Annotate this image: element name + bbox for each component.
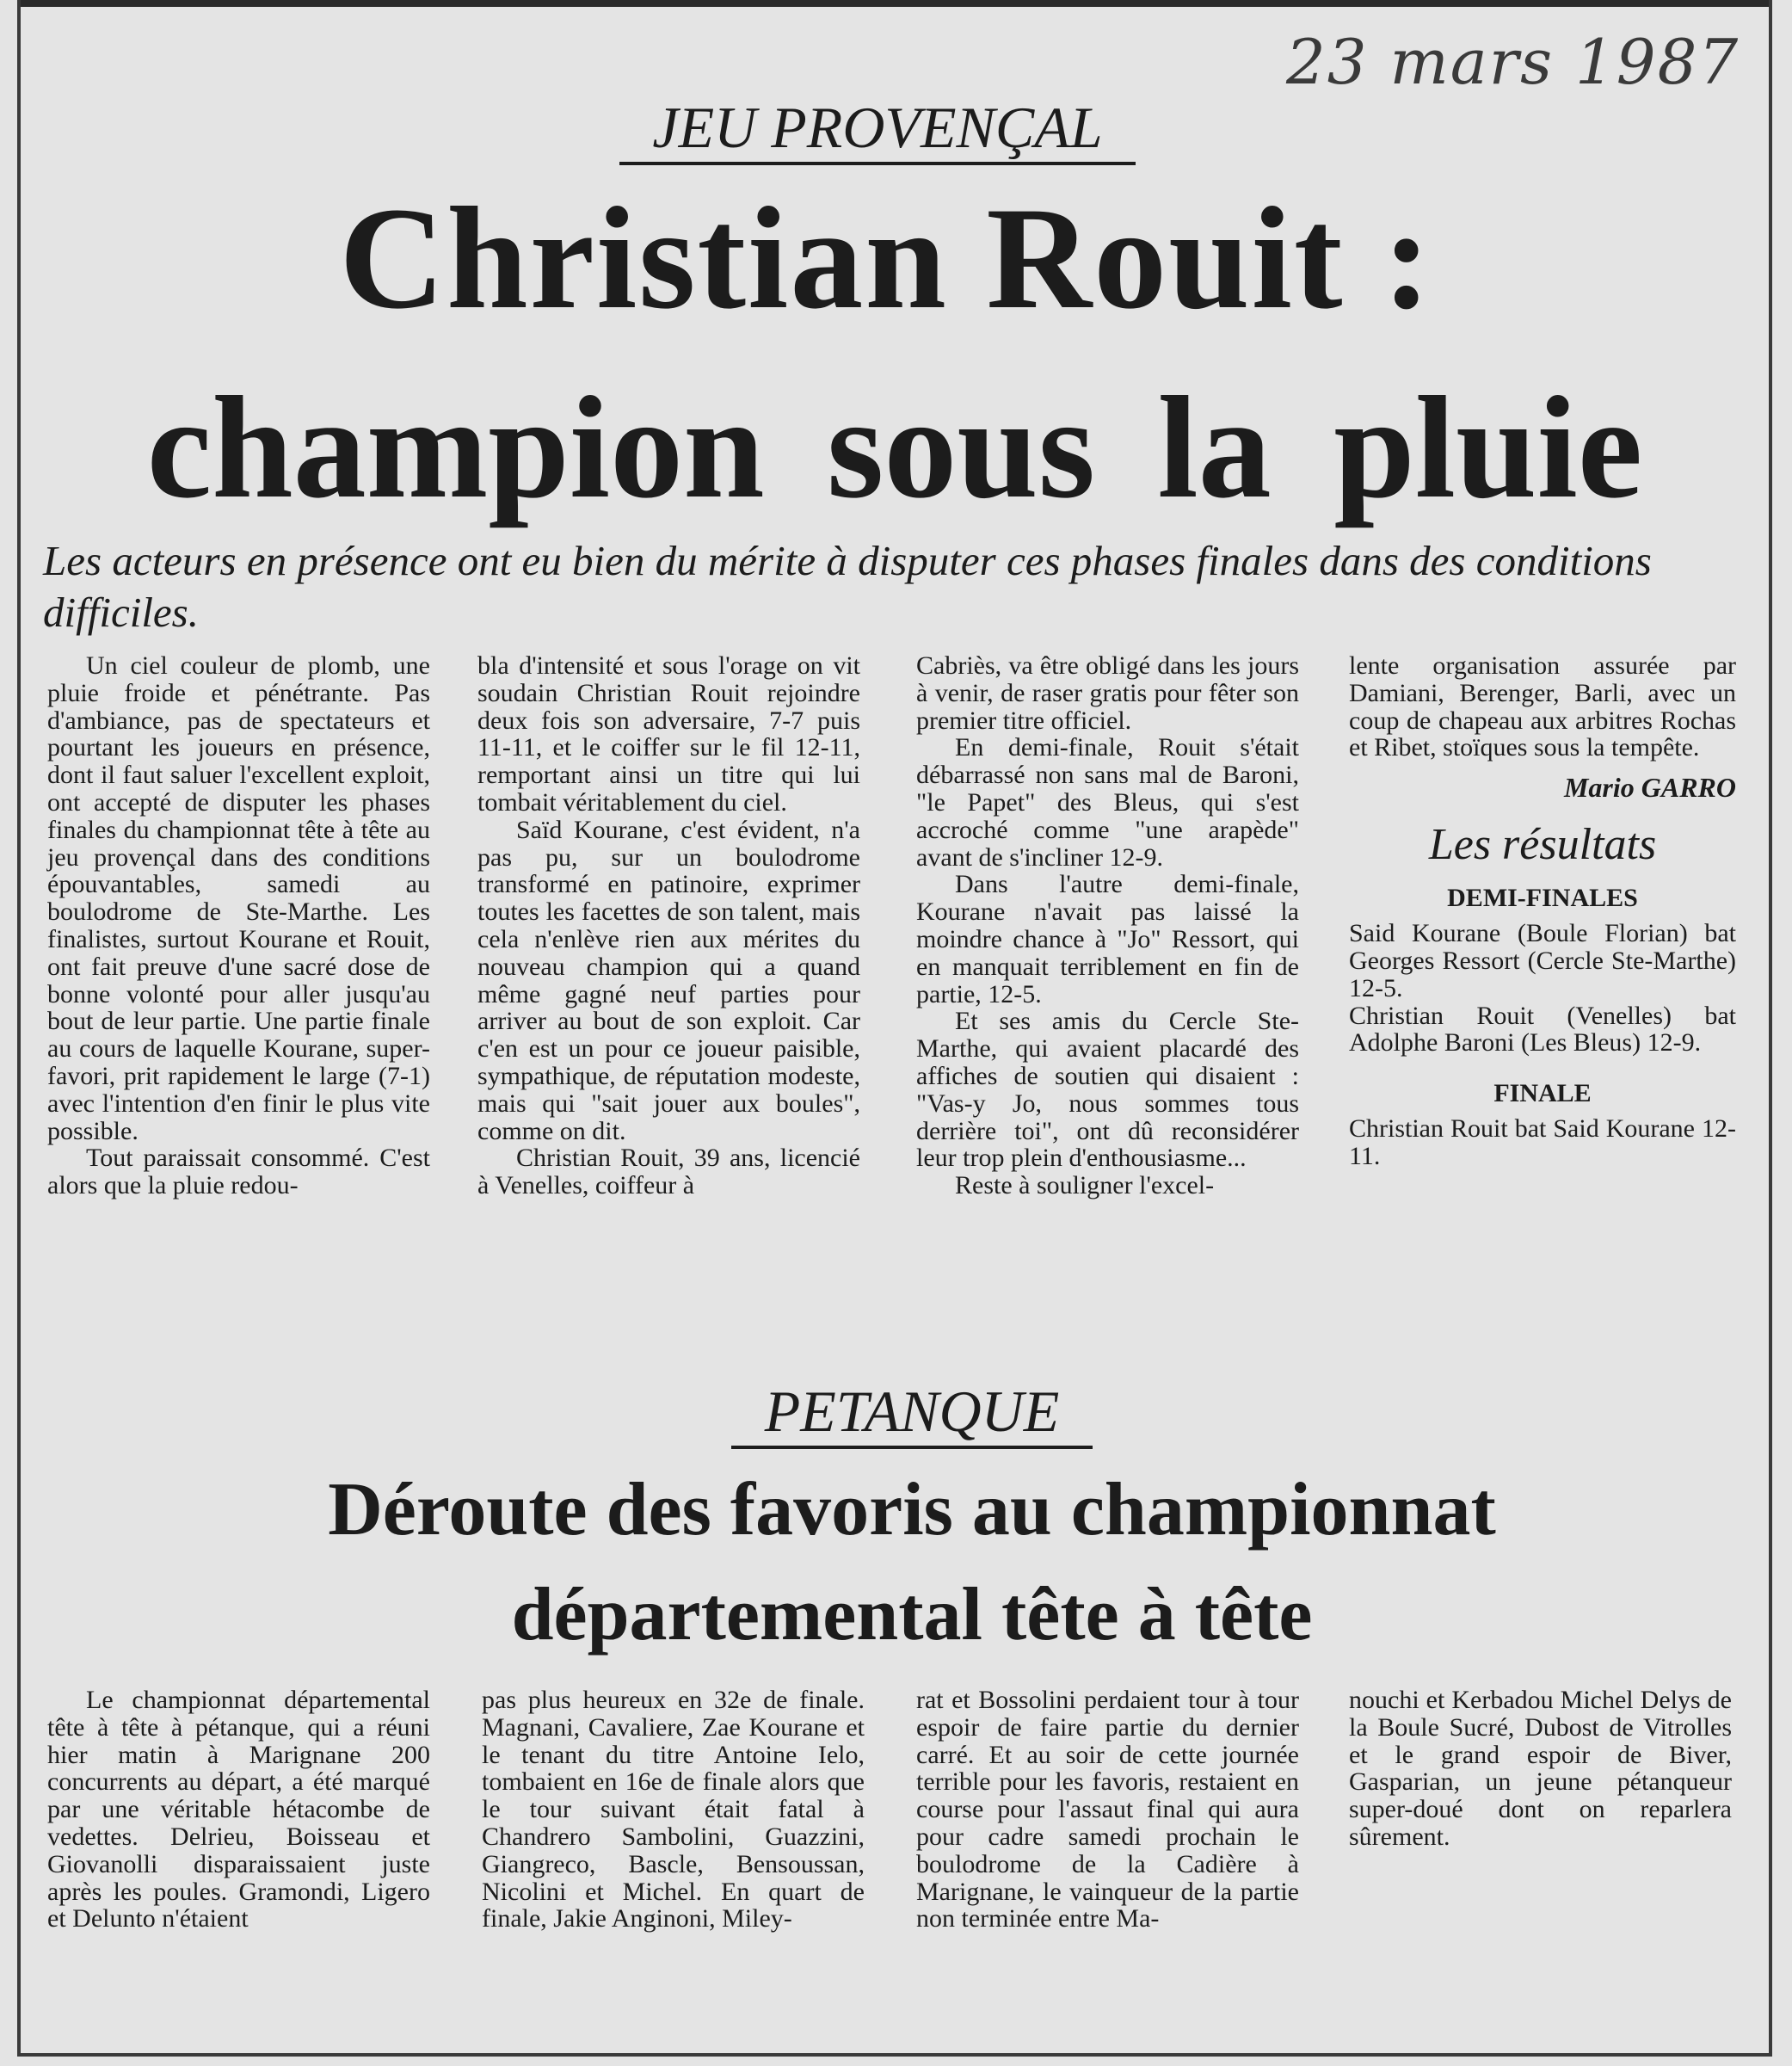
- handwritten-date: 23 mars 1987: [1286, 26, 1740, 98]
- article1-paragraph: Christian Rouit, 39 ans, licencié à Venelles, coiffeur à: [477, 1144, 860, 1200]
- article1-standfirst: Les acteurs en présence ont eu bien du mérite à disputer ces phases finales dans des conditions difficiles.: [43, 537, 1652, 636]
- article1-headline-line1: Christian Rouit :: [339, 177, 1433, 339]
- article2-column-3: [916, 1687, 1299, 1933]
- frame-right-rule: [1769, 0, 1772, 2057]
- article1-column-2: [477, 652, 860, 1200]
- article2-paragraph: nouchi et Kerbadou Michel Delys de la Boule Sucré, Dubost de Vitrolles et le grand espoir de Biver, Gasparian, un jeune pétanqueur super-doué dont on reparlera sûrement.: [1349, 1686, 1732, 1851]
- article1-column-1: [47, 652, 430, 1200]
- article1-headline-line2: champion sous la pluie: [146, 367, 1643, 528]
- article1-byline: Mario GARRO: [1563, 772, 1736, 804]
- frame-top-rule: [17, 0, 1772, 7]
- article1-paragraph: Cabriès, va être obligé dans les jours à venir, de raser gratis pour fêter son premier titre officiel.: [916, 651, 1299, 735]
- results-semi-title: DEMI-FINALES: [1447, 884, 1638, 913]
- article2-headline-line1: Déroute des favoris au championnat: [328, 1468, 1496, 1551]
- article1-paragraph: En demi-finale, Rouit s'était débarrassé non sans mal de Baroni, "le Papet" des Bleus, qui s'est accroché comme "une arapède" avant de s'incliner 12-9.: [916, 733, 1299, 872]
- results-line: Said Kourane (Boule Florian) bat Georges Ressort (Cercle Ste-Marthe) 12-5.: [1349, 919, 1736, 1002]
- results-line: Christian Rouit bat Said Kourane 12-11.: [1349, 1114, 1736, 1170]
- article1-column-4: [1349, 652, 1736, 1170]
- article1-paragraph: lente organisation assurée par Damiani, Berenger, Barli, avec un coup de chapeau aux arbitres Rochas et Ribet, stoïques sous la tempête.: [1349, 651, 1736, 762]
- article2-kicker: PETANQUE: [731, 1377, 1093, 1449]
- article2-column-1: [47, 1687, 430, 1933]
- article2-headline-line2: départemental tête à tête: [511, 1573, 1313, 1656]
- article2-column-2: [482, 1687, 865, 1933]
- article1-paragraph: Un ciel couleur de plomb, une pluie froide et pénétrante. Pas d'ambiance, pas de spectateurs et pourtant les joueurs en présence, dont il faut saluer l'excellent exploit, ont accepté de disputer les phases finales du championnat tête à tête au jeu provençal dans des conditions épouvantables, samedi au boulodrome de Ste-Marthe. Les finalistes, surtout Kourane et Rouit, ont fait preuve d'une sacré dose de bonne volonté pour aller jusqu'au bout de leur partie. Une partie finale au cours de laquelle Kourane, super-favori, prit rapidement le large (7-1) avec l'intention d'en finir le plus vite possible.: [47, 651, 430, 1145]
- frame-bottom-rule: [17, 2053, 1772, 2057]
- article2-paragraph: pas plus heureux en 32e de finale. Magnani, Cavaliere, Zae Kourane et le tenant du titre Antoine Ielo, tombaient en 16e de finale alors que le tour suivant était fatal à Chandrero Sambolini, Guazzini, Giangreco, Bascle, Bensoussan, Nicolini et Michel. En quart de finale, Jakie Anginoni, Miley-: [482, 1686, 865, 1933]
- article1-kicker: JEU PROVENÇAL: [619, 93, 1136, 165]
- article1-paragraph: Reste à souligner l'excel-: [955, 1171, 1215, 1200]
- results-line: Christian Rouit (Venelles) bat Adolphe Baroni (Les Bleus) 12-9.: [1349, 1001, 1736, 1058]
- article1-paragraph: bla d'intensité et sous l'orage on vit soudain Christian Rouit rejoindre deux fois son adversaire, 7-7 puis 11-11, et le coiffer sur le fil 12-11, remportant ainsi un titre qui lui tombait véritablement du ciel.: [477, 651, 860, 817]
- article1-column-3: [916, 652, 1299, 1200]
- article1-paragraph: Dans l'autre demi-finale, Kourane n'avait pas laissé la moindre chance à "Jo" Ressort, qui en manquait terriblement en fin de partie, 12-5.: [916, 870, 1299, 1008]
- results-title: Les résultats: [1428, 820, 1657, 870]
- article2-column-4: [1349, 1687, 1732, 1851]
- results-spacer: [1349, 1057, 1736, 1070]
- article2-paragraph: Le championnat départemental tête à tête à pétanque, qui a réuni hier matin à Marignane 200 concurrents au départ, a été marqué par une véritable hétacombe de vedettes. Delrieu, Boisseau et Giovanolli disparaissaient juste après les poules. Gramondi, Ligero et Delunto n'étaient: [47, 1686, 430, 1933]
- results-final-title: FINALE: [1493, 1079, 1592, 1108]
- article1-paragraph: Tout paraissait consommé. C'est alors que la pluie redou-: [47, 1144, 430, 1200]
- article1-paragraph: Saïd Kourane, c'est évident, n'a pas pu, sur un boulodrome transformé en patinoire, exprimer toutes les facettes de son talent, mais cela n'enlève rien aux mérites du nouveau champion qui a quand même gagné neuf parties pour arriver au bout de son exploit. Car c'en est un pour ce joueur paisible, sympathique, de réputation modeste, mais qui "sait jouer aux boules", comme on dit.: [477, 815, 860, 1145]
- article1-paragraph: Et ses amis du Cercle Ste-Marthe, qui avaient placardé des affiches de soutien qui disaient : "Vas-y Jo, nous sommes tous derrière toi", ont dû reconsidérer leur trop plein d'enthousiasme...: [916, 1007, 1299, 1173]
- article2-paragraph: rat et Bossolini perdaient tour à tour espoir de faire partie du dernier carré. Et au soir de cette journée terrible pour les favoris, restaient en course pour l'assaut final qui aura pour cadre samedi prochain le boulodrome de la Cadière à Marignane, le vainqueur de la partie non terminée entre Ma-: [916, 1686, 1299, 1933]
- frame-left-rule: [17, 0, 21, 2057]
